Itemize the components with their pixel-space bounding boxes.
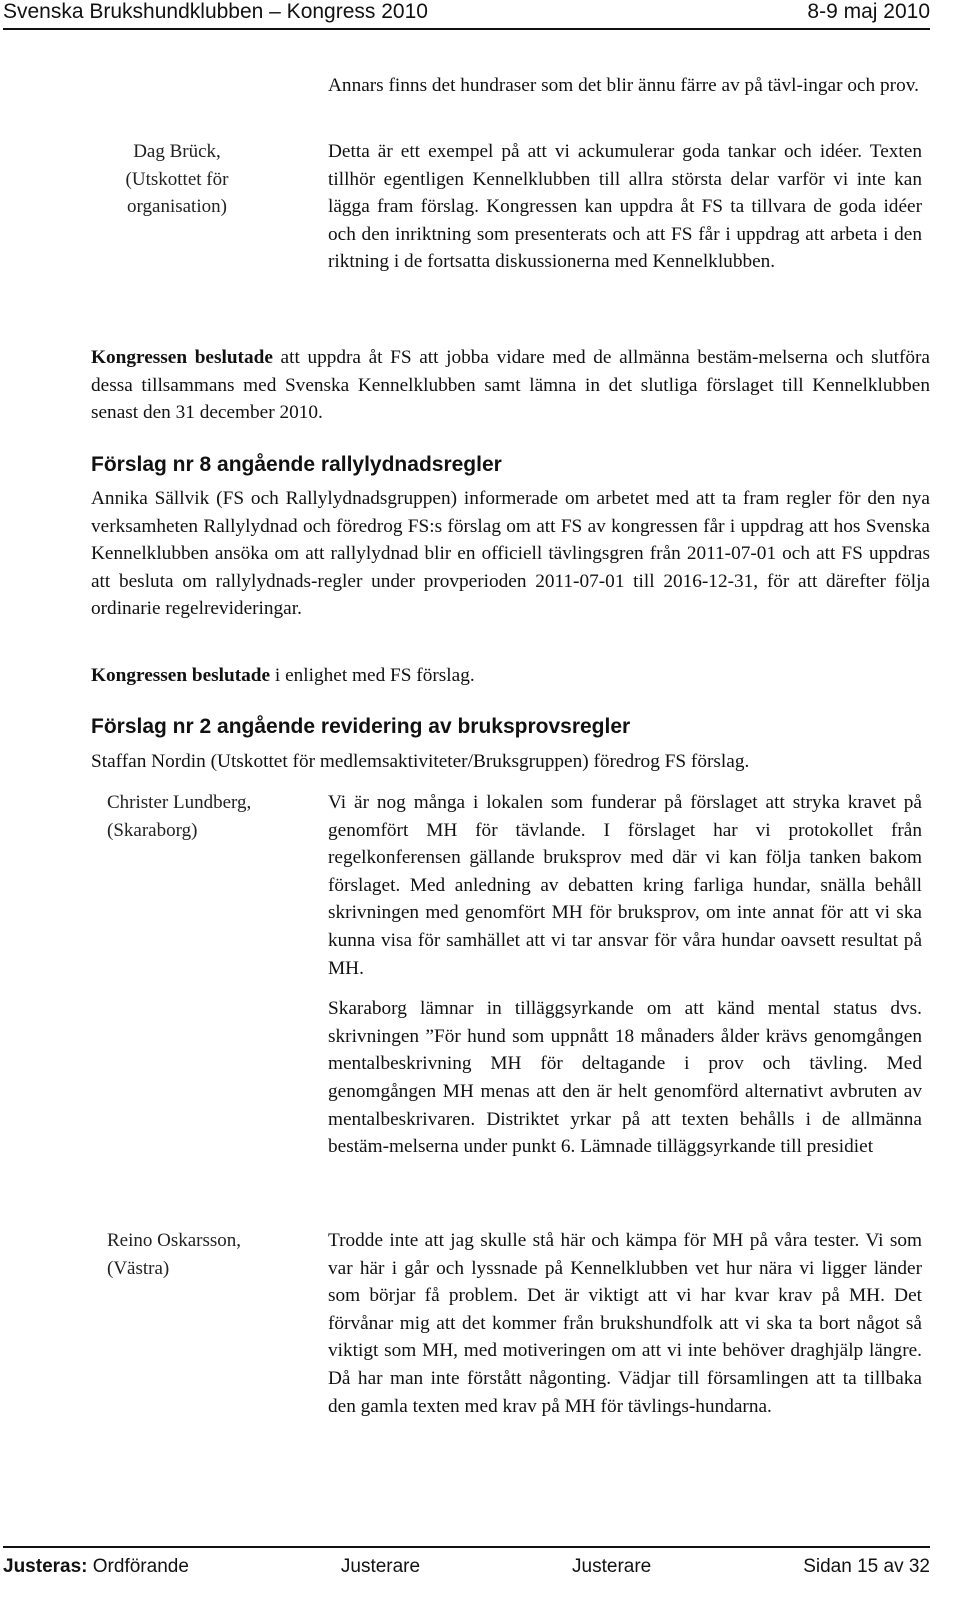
- decision-paragraph-1: [91, 344, 930, 427]
- section-8-body: [91, 485, 930, 623]
- speaker-reino-oskarsson: [107, 1227, 317, 1282]
- speaker-christer-lundberg: [107, 789, 317, 844]
- decision-text: att uppdra åt FS att jobba vidare med de allmänna bestäm-melserna och slutföra dessa tillsammans med Svenska Kennelklubben samt lämna in det slutliga förslaget till Kennelklubben senast den 31 december 2010.: [91, 347, 930, 424]
- decision-label: Kongressen beslutade: [91, 665, 271, 686]
- intro-paragraph: [328, 72, 922, 100]
- section-2-text: Staffan Nordin (Utskottet för medlemsaktiviteter/Bruksgruppen) föredrog FS förslag.: [91, 751, 750, 772]
- speaker-name: Dag Brück, (Utskottet för organisation): [125, 141, 229, 218]
- speaker-name: Christer Lundberg, (Skaraborg): [107, 792, 252, 841]
- footer-justerare-2: Justerare: [572, 1556, 652, 1577]
- footer-ordforande-label: Ordförande: [87, 1556, 189, 1577]
- statement-christer-lundberg: [328, 789, 922, 1161]
- header-date: 8-9 maj 2010: [807, 0, 930, 23]
- header-title: Svenska Brukshundklubben – Kongress 2010: [3, 0, 428, 23]
- section-heading-proposal-8: Förslag nr 8 angående rallylydnadsregler: [91, 453, 502, 476]
- footer-justeras-label: Justeras:: [3, 1556, 88, 1577]
- statement-dag-bruck: [328, 138, 922, 276]
- decision-label: Kongressen beslutade: [91, 347, 273, 368]
- intro-text: Annars finns det hundraser som det blir ännu färre av på tävl-ingar och prov.: [328, 75, 919, 96]
- footer-page-number: Sidan 15 av 32: [803, 1556, 930, 1577]
- statement-text-1: Vi är nog många i lokalen som funderar på förslaget att stryka kravet på genomfört MH för tävlande. I förslaget har vi protokollet från regelkonferensen gällande bruksprov med där vi kan följa tanken bakom förslaget. Med anledning av debatten kring farliga hundar, snälla behåll skrivningen med genomfört MH för bruksprov, om inte annat för att vi ska kunna visa för samhället att vi tar ansvar för våra hundar oavsett resultat på MH.: [328, 792, 922, 979]
- statement-reino-oskarsson: [328, 1227, 922, 1420]
- footer-signatures-chair: [3, 1549, 189, 1578]
- decision-paragraph-2: [91, 662, 930, 690]
- speaker-dag-bruck: [107, 138, 307, 221]
- statement-text: Trodde inte att jag skulle stå här och kämpa för MH på våra tester. Vi som var här i går och lyssnade på Kennelklubben vet hur nära vi ligger länder som börjar få problem. Det är viktigt att vi har kvar krav på MH. Det förvånar mig att det kommer från brukshundfolk att vi ska ta bort något så viktigt som MH, med motiveringen om att vi inte behöver draghjälp längre. Då har man inte förstått någonting. Vädjar till församlingen att ta tillbaka den gamla texten med krav på MH för tävlings-hundarna.: [328, 1230, 922, 1417]
- statement-text: Detta är ett exempel på att vi ackumulerar goda tankar och idéer. Texten tillhör egentligen Kennelklubben till allra största delar varför vi inte kan lägga fram förslag. Kongressen kan uppdra åt FS ta tillvara de goda idéer och den inriktning som presenterats och att FS får i uppdrag att arbeta i den riktning i de fortsatta diskussionerna med Kennelklubben.: [328, 141, 922, 273]
- decision-text: i enlighet med FS förslag.: [270, 665, 475, 686]
- page-footer: [3, 1546, 930, 1578]
- speaker-name: Reino Oskarsson, (Västra): [107, 1230, 242, 1279]
- section-heading-proposal-2: Förslag nr 2 angående revidering av bruksprovsregler: [91, 715, 631, 738]
- page-header: [3, 0, 930, 30]
- footer-justerare-1: Justerare: [340, 1556, 421, 1577]
- section-2-body: [91, 748, 930, 776]
- statement-text-2: Skaraborg lämnar in tilläggsyrkande om att känd mental status dvs. skrivningen ”För hund som uppnått 18 månaders ålder krävs genomgången mentalbeskrivning MH för deltagande i prov och tävling. Med genomgången MH menas att den är helt genomförd alternativt avbruten av mentalbeskrivaren. Distriktet yrkar på att texten behålls i de allmänna bestäm-melserna under punkt 6. Lämnade tilläggsyrkande till presidiet: [328, 998, 922, 1158]
- section-8-text: Annika Sällvik (FS och Rallylydnadsgruppen) informerade om arbetet med att ta fram regler för den nya verksamheten Rallylydnad och föredrog FS:s förslag om att FS av kongressen får i uppdrag att hos Svenska Kennelklubben ansöka om att rallylydnad blir en officiell tävlingsgren från 2011-07-01 och att FS uppdras att besluta om rallylydnads-regler under provperioden 2011-07-01 till 2016-12-31, för att därefter följa ordinarie regelrevideringar.: [91, 488, 930, 620]
